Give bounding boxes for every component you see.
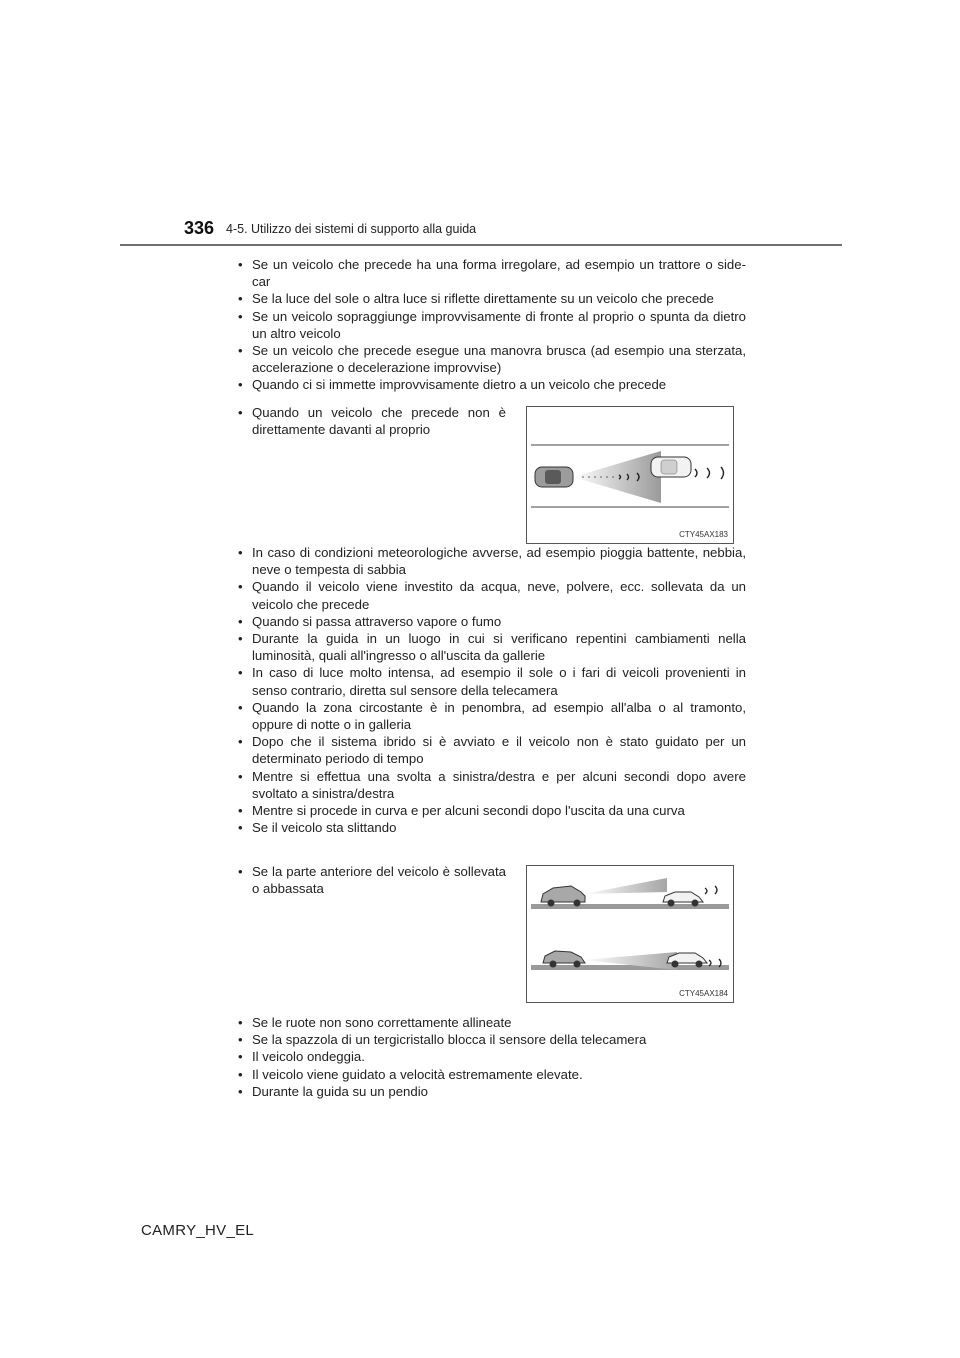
list-item: • Se un veicolo sopraggiunge improvvisamente di fronte al proprio o spunta da dietro un altro veicolo (238, 308, 746, 342)
list-item: • Mentre si procede in curva e per alcuni secondi dopo l'uscita da una curva (238, 802, 746, 819)
list-item: • Se le ruote non sono correttamente allineate (238, 1014, 746, 1031)
condition-list-5 (238, 1014, 746, 1100)
own-car-icon (535, 467, 573, 487)
offset-vehicle-illustration (527, 407, 733, 543)
list-item: • Quando un veicolo che precede non è direttamente davanti al proprio (238, 404, 506, 438)
leading-car-icon (651, 457, 691, 477)
list-item: • Durante la guida in un luogo in cui si verificano repentini cambiamenti nella luminosità, quali all'ingresso o all'uscita da gallerie (238, 630, 746, 664)
vehicle-pitch-figure (526, 865, 734, 1003)
condition-list-3 (238, 544, 746, 836)
list-item: • Se la parte anteriore del veicolo è sollevata o abbassata (238, 863, 506, 897)
condition-list-2 (238, 404, 506, 438)
vehicle-pitch-illustration (527, 866, 733, 1002)
figure-code: CTY45AX183 (679, 530, 728, 539)
list-item: • Se un veicolo che precede ha una forma irregolare, ad esempio un trattore o side-car (238, 256, 746, 290)
condition-list-4 (238, 863, 506, 897)
list-item: • Mentre si effettua una svolta a sinistra/destra e per alcuni secondi dopo avere svoltato a sinistra/destra (238, 768, 746, 802)
list-item: • In caso di condizioni meteorologiche avverse, ad esempio pioggia battente, nebbia, neve o tempesta di sabbia (238, 544, 746, 578)
page-number: 336 (184, 218, 215, 238)
offset-vehicle-figure (526, 406, 734, 544)
list-item: • Il veicolo ondeggia. (238, 1048, 746, 1065)
list-item: • Se un veicolo che precede esegue una manovra brusca (ad esempio una sterzata, accelerazione o decelerazione improvvise) (238, 342, 746, 376)
list-item: • Se la luce del sole o altra luce si riflette direttamente su un veicolo che precede (238, 290, 746, 307)
list-item: • Quando si passa attraverso vapore o fumo (238, 613, 746, 630)
list-item: • Se il veicolo sta slittando (238, 819, 746, 836)
list-item: • Dopo che il sistema ibrido si è avviato e il veicolo non è stato guidato per un determinato periodo di tempo (238, 733, 746, 767)
header-divider (120, 244, 842, 246)
figure-code: CTY45AX184 (679, 989, 728, 998)
list-item: • Se la spazzola di un tergicristallo blocca il sensore della telecamera (238, 1031, 746, 1048)
list-item: • Quando ci si immette improvvisamente dietro a un veicolo che precede (238, 376, 746, 393)
condition-list-1 (238, 256, 746, 394)
list-item: • Quando la zona circostante è in penombra, ad esempio all'alba o al tramonto, oppure di notte o in galleria (238, 699, 746, 733)
list-item: • Durante la guida su un pendio (238, 1083, 746, 1100)
list-item: • Quando il veicolo viene investito da acqua, neve, polvere, ecc. sollevata da un veicolo che precede (238, 578, 746, 612)
list-item: • In caso di luce molto intensa, ad esempio il sole o i fari di veicoli provenienti in senso contrario, diretta sul sensore della telecamera (238, 664, 746, 698)
model-code: CAMRY_HV_EL (141, 1222, 255, 1239)
section-title: 4-5. Utilizzo dei sistemi di supporto alla guida (226, 222, 477, 236)
raised-car-icon (541, 886, 585, 907)
list-item: • Il veicolo viene guidato a velocità estremamente elevate. (238, 1066, 746, 1083)
